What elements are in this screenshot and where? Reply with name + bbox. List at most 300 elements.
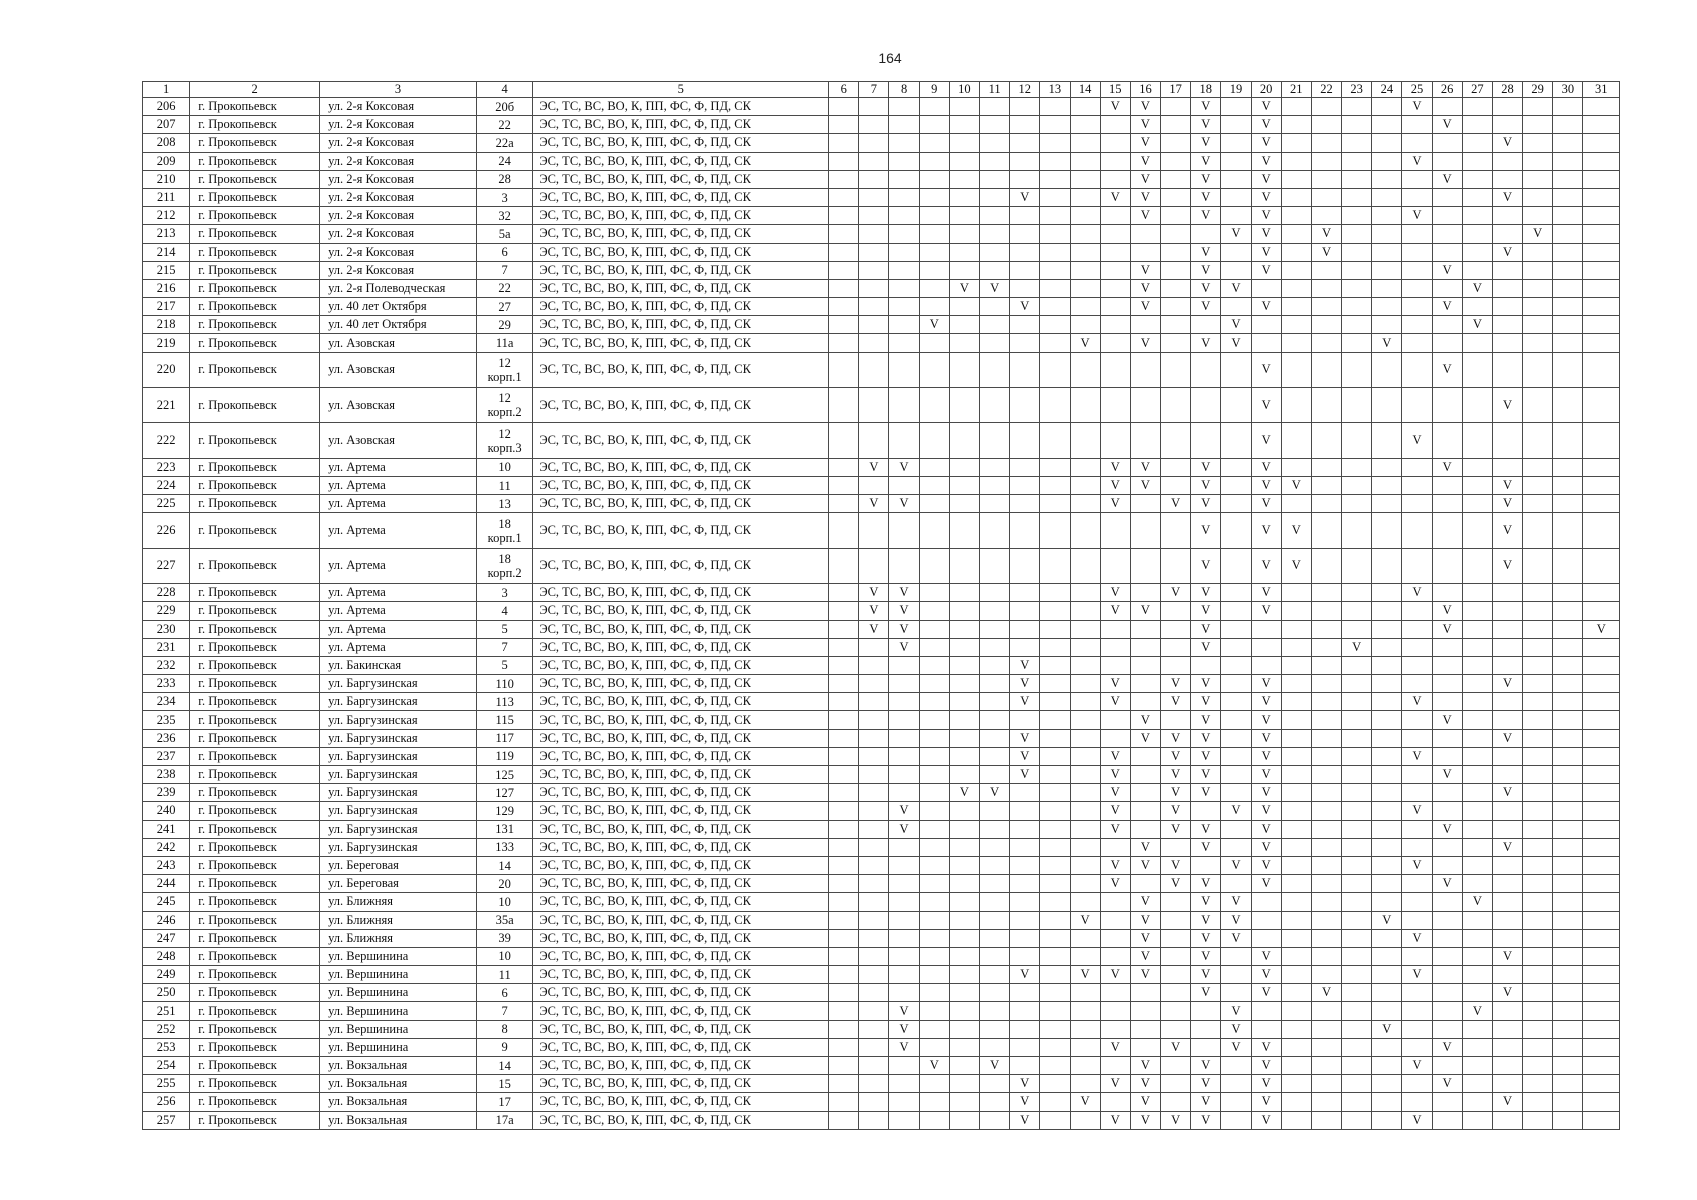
empty-cell (1372, 1111, 1402, 1129)
empty-cell (1492, 856, 1522, 874)
empty-cell (859, 513, 889, 548)
empty-cell (1523, 548, 1553, 583)
empty-cell (1492, 170, 1522, 188)
empty-cell (889, 170, 919, 188)
empty-cell (1523, 1020, 1553, 1038)
services-cell: ЭС, ТС, ВС, ВО, К, ПП, ФС, Ф, ПД, СК (533, 1002, 829, 1020)
empty-cell (1221, 766, 1251, 784)
empty-cell (1492, 152, 1522, 170)
empty-cell (1040, 1111, 1070, 1129)
empty-cell (1492, 620, 1522, 638)
check-mark-cell: V (1281, 513, 1311, 548)
empty-cell (1342, 170, 1372, 188)
empty-cell (1161, 1093, 1191, 1111)
empty-cell (919, 152, 949, 170)
house-cell (477, 966, 533, 984)
empty-cell (1523, 838, 1553, 856)
empty-cell (1161, 1020, 1191, 1038)
empty-cell (1161, 966, 1191, 984)
check-mark-cell: V (1432, 766, 1462, 784)
empty-cell (1583, 98, 1620, 116)
column-header: 3 (320, 82, 477, 98)
empty-cell (1161, 279, 1191, 297)
empty-cell (1372, 243, 1402, 261)
empty-cell (1010, 225, 1040, 243)
empty-cell (889, 476, 919, 494)
empty-cell (1070, 170, 1100, 188)
empty-cell (1583, 929, 1620, 947)
check-mark-cell: V (1523, 225, 1553, 243)
city-cell: г. Прокопьевск (190, 207, 320, 225)
empty-cell (949, 423, 979, 458)
empty-cell (1281, 1057, 1311, 1075)
empty-cell (919, 584, 949, 602)
empty-cell (1553, 548, 1583, 583)
empty-cell (829, 152, 859, 170)
empty-cell (1402, 243, 1432, 261)
empty-cell (829, 620, 859, 638)
check-mark-cell: V (1251, 947, 1281, 965)
empty-cell (1402, 911, 1432, 929)
empty-cell (859, 947, 889, 965)
page-number: 164 (878, 50, 902, 66)
empty-cell (1010, 820, 1040, 838)
empty-cell (949, 225, 979, 243)
check-mark-cell: V (1372, 1020, 1402, 1038)
empty-cell (1583, 711, 1620, 729)
empty-cell (1462, 784, 1492, 802)
empty-cell (1281, 584, 1311, 602)
empty-cell (1311, 188, 1341, 206)
empty-cell (1251, 1020, 1281, 1038)
check-mark-cell: V (1402, 152, 1432, 170)
empty-cell (1372, 1093, 1402, 1111)
house-cell (477, 476, 533, 494)
empty-cell (1432, 838, 1462, 856)
row-number-cell: 224 (143, 476, 190, 494)
check-mark-cell: V (1191, 966, 1221, 984)
empty-cell (949, 388, 979, 423)
table-row (143, 693, 1620, 711)
empty-cell (1462, 820, 1492, 838)
empty-cell (1432, 98, 1462, 116)
empty-cell (1583, 207, 1620, 225)
empty-cell (1583, 261, 1620, 279)
empty-cell (919, 1111, 949, 1129)
empty-cell (1010, 1002, 1040, 1020)
empty-cell (1492, 334, 1522, 352)
empty-cell (1523, 98, 1553, 116)
empty-cell (1281, 656, 1311, 674)
empty-cell (1311, 911, 1341, 929)
empty-cell (1432, 802, 1462, 820)
empty-cell (889, 316, 919, 334)
services-cell: ЭС, ТС, ВС, ВО, К, ПП, ФС, Ф, ПД, СК (533, 1093, 829, 1111)
empty-cell (889, 856, 919, 874)
empty-cell (1402, 513, 1432, 548)
empty-cell (1372, 620, 1402, 638)
house-number-part: 32 (498, 208, 511, 223)
street-cell: ул. Баргузинская (320, 693, 477, 711)
empty-cell (1311, 747, 1341, 765)
house-cell (477, 856, 533, 874)
city-cell: г. Прокопьевск (190, 1002, 320, 1020)
empty-cell (1492, 316, 1522, 334)
row-number-cell: 241 (143, 820, 190, 838)
check-mark-cell: V (1251, 802, 1281, 820)
empty-cell (980, 1075, 1010, 1093)
check-mark-cell: V (889, 602, 919, 620)
empty-cell (1281, 784, 1311, 802)
empty-cell (1402, 225, 1432, 243)
empty-cell (1161, 458, 1191, 476)
table-row (143, 875, 1620, 893)
empty-cell (1161, 116, 1191, 134)
empty-cell (1010, 1020, 1040, 1038)
empty-cell (980, 116, 1010, 134)
empty-cell (919, 729, 949, 747)
empty-cell (829, 929, 859, 947)
empty-cell (1372, 98, 1402, 116)
empty-cell (980, 188, 1010, 206)
empty-cell (1583, 802, 1620, 820)
services-cell: ЭС, ТС, ВС, ВО, К, ПП, ФС, Ф, ПД, СК (533, 261, 829, 279)
empty-cell (1342, 423, 1372, 458)
empty-cell (919, 1002, 949, 1020)
empty-cell (1432, 188, 1462, 206)
city-cell: г. Прокопьевск (190, 1057, 320, 1075)
empty-cell (1462, 584, 1492, 602)
empty-cell (829, 170, 859, 188)
check-mark-cell: V (1251, 188, 1281, 206)
check-mark-cell: V (1492, 675, 1522, 693)
empty-cell (949, 134, 979, 152)
empty-cell (1523, 766, 1553, 784)
empty-cell (1070, 766, 1100, 784)
check-mark-cell: V (1010, 656, 1040, 674)
empty-cell (1462, 911, 1492, 929)
empty-cell (889, 1057, 919, 1075)
empty-cell (949, 929, 979, 947)
empty-cell (919, 875, 949, 893)
empty-cell (889, 207, 919, 225)
empty-cell (1372, 207, 1402, 225)
empty-cell (1372, 856, 1402, 874)
empty-cell (1583, 984, 1620, 1002)
empty-cell (949, 170, 979, 188)
empty-cell (1161, 638, 1191, 656)
empty-cell (919, 802, 949, 820)
empty-cell (1010, 207, 1040, 225)
services-cell: ЭС, ТС, ВС, ВО, К, ПП, ФС, Ф, ПД, СК (533, 1020, 829, 1038)
check-mark-cell: V (1010, 1111, 1040, 1129)
column-header: 24 (1372, 82, 1402, 98)
check-mark-cell: V (1191, 298, 1221, 316)
empty-cell (1281, 388, 1311, 423)
city-cell: г. Прокопьевск (190, 458, 320, 476)
empty-cell (1191, 1020, 1221, 1038)
empty-cell (1040, 820, 1070, 838)
empty-cell (859, 729, 889, 747)
check-mark-cell: V (859, 495, 889, 513)
empty-cell (829, 298, 859, 316)
row-number-cell: 253 (143, 1038, 190, 1056)
empty-cell (829, 638, 859, 656)
empty-cell (1342, 388, 1372, 423)
empty-cell (1070, 584, 1100, 602)
empty-cell (919, 1020, 949, 1038)
check-mark-cell: V (1432, 602, 1462, 620)
services-cell: ЭС, ТС, ВС, ВО, К, ПП, ФС, Ф, ПД, СК (533, 98, 829, 116)
table-row (143, 602, 1620, 620)
empty-cell (889, 152, 919, 170)
empty-cell (1311, 134, 1341, 152)
empty-cell (1040, 711, 1070, 729)
empty-cell (1372, 116, 1402, 134)
empty-cell (1010, 638, 1040, 656)
empty-cell (1372, 1075, 1402, 1093)
empty-cell (1311, 1075, 1341, 1093)
empty-cell (859, 388, 889, 423)
row-number-cell: 228 (143, 584, 190, 602)
house-cell (477, 1111, 533, 1129)
empty-cell (1342, 352, 1372, 387)
column-header: 19 (1221, 82, 1251, 98)
empty-cell (1342, 911, 1372, 929)
table-row (143, 207, 1620, 225)
empty-cell (980, 458, 1010, 476)
house-cell (477, 495, 533, 513)
empty-cell (1492, 602, 1522, 620)
empty-cell (1553, 656, 1583, 674)
empty-cell (919, 352, 949, 387)
house-number-part: 9 (501, 1040, 508, 1055)
empty-cell (1402, 170, 1432, 188)
empty-cell (1311, 458, 1341, 476)
empty-cell (1462, 476, 1492, 494)
check-mark-cell: V (1010, 766, 1040, 784)
empty-cell (1523, 207, 1553, 225)
empty-cell (1100, 711, 1130, 729)
empty-cell (1462, 243, 1492, 261)
empty-cell (1462, 170, 1492, 188)
empty-cell (1462, 729, 1492, 747)
row-number-cell: 208 (143, 134, 190, 152)
house-number-part: 7 (501, 640, 508, 655)
empty-cell (949, 188, 979, 206)
check-mark-cell: V (1251, 1057, 1281, 1075)
city-cell: г. Прокопьевск (190, 1075, 320, 1093)
check-mark-cell: V (1251, 243, 1281, 261)
empty-cell (1342, 1093, 1372, 1111)
empty-cell (1462, 966, 1492, 984)
house-cell (477, 513, 533, 548)
empty-cell (859, 225, 889, 243)
street-cell: ул. Азовская (320, 388, 477, 423)
city-cell: г. Прокопьевск (190, 856, 320, 874)
empty-cell (1040, 334, 1070, 352)
empty-cell (980, 638, 1010, 656)
check-mark-cell: V (1130, 966, 1160, 984)
empty-cell (1553, 911, 1583, 929)
check-mark-cell: V (889, 620, 919, 638)
empty-cell (980, 334, 1010, 352)
empty-cell (980, 98, 1010, 116)
check-mark-cell: V (1251, 1093, 1281, 1111)
check-mark-cell: V (1492, 134, 1522, 152)
check-mark-cell: V (1462, 1002, 1492, 1020)
empty-cell (1402, 875, 1432, 893)
empty-cell (1372, 602, 1402, 620)
empty-cell (1372, 495, 1402, 513)
house-cell (477, 316, 533, 334)
empty-cell (919, 820, 949, 838)
empty-cell (1100, 298, 1130, 316)
empty-cell (1553, 476, 1583, 494)
check-mark-cell: V (1070, 1093, 1100, 1111)
empty-cell (1070, 316, 1100, 334)
empty-cell (829, 207, 859, 225)
empty-cell (1040, 207, 1070, 225)
empty-cell (829, 1111, 859, 1129)
empty-cell (1583, 656, 1620, 674)
services-cell: ЭС, ТС, ВС, ВО, К, ПП, ФС, Ф, ПД, СК (533, 838, 829, 856)
empty-cell (1553, 893, 1583, 911)
check-mark-cell: V (859, 602, 889, 620)
check-mark-cell: V (1070, 911, 1100, 929)
empty-cell (1221, 838, 1251, 856)
table-row (143, 458, 1620, 476)
empty-cell (1040, 784, 1070, 802)
check-mark-cell: V (980, 1057, 1010, 1075)
house-number-part: 4 (501, 603, 508, 618)
check-mark-cell: V (1191, 334, 1221, 352)
empty-cell (980, 584, 1010, 602)
check-mark-cell: V (1251, 729, 1281, 747)
house-number-part: 11а (495, 336, 514, 351)
check-mark-cell: V (1281, 476, 1311, 494)
check-mark-cell: V (1161, 856, 1191, 874)
check-mark-cell: V (1432, 1075, 1462, 1093)
empty-cell (1492, 711, 1522, 729)
house-number-part: 131 (495, 822, 515, 837)
row-number-cell: 206 (143, 98, 190, 116)
empty-cell (1100, 638, 1130, 656)
empty-cell (980, 820, 1010, 838)
empty-cell (949, 947, 979, 965)
services-cell: ЭС, ТС, ВС, ВО, К, ПП, ФС, Ф, ПД, СК (533, 116, 829, 134)
check-mark-cell: V (1251, 693, 1281, 711)
check-mark-cell: V (1251, 298, 1281, 316)
house-number-part: 5 (501, 658, 508, 673)
check-mark-cell: V (1100, 693, 1130, 711)
table-row (143, 116, 1620, 134)
empty-cell (889, 966, 919, 984)
empty-cell (1462, 766, 1492, 784)
empty-cell (1100, 261, 1130, 279)
empty-cell (1342, 1111, 1372, 1129)
house-cell (477, 911, 533, 929)
services-cell: ЭС, ТС, ВС, ВО, К, ПП, ФС, Ф, ПД, СК (533, 893, 829, 911)
empty-cell (1462, 711, 1492, 729)
empty-cell (1553, 784, 1583, 802)
street-cell: ул. Артема (320, 620, 477, 638)
empty-cell (1070, 476, 1100, 494)
empty-cell (829, 966, 859, 984)
empty-cell (1281, 225, 1311, 243)
empty-cell (1402, 947, 1432, 965)
services-cell: ЭС, ТС, ВС, ВО, К, ПП, ФС, Ф, ПД, СК (533, 513, 829, 548)
house-cell (477, 207, 533, 225)
check-mark-cell: V (1191, 729, 1221, 747)
check-mark-cell: V (1191, 584, 1221, 602)
empty-cell (1372, 388, 1402, 423)
house-cell (477, 1020, 533, 1038)
column-header: 1 (143, 82, 190, 98)
city-cell: г. Прокопьевск (190, 984, 320, 1002)
city-cell: г. Прокопьевск (190, 729, 320, 747)
empty-cell (1311, 893, 1341, 911)
empty-cell (1161, 152, 1191, 170)
empty-cell (1553, 1075, 1583, 1093)
check-mark-cell: V (1130, 729, 1160, 747)
house-cell (477, 693, 533, 711)
check-mark-cell: V (1191, 893, 1221, 911)
city-cell: г. Прокопьевск (190, 316, 320, 334)
empty-cell (1040, 802, 1070, 820)
street-cell: ул. Артема (320, 495, 477, 513)
empty-cell (1523, 243, 1553, 261)
empty-cell (949, 316, 979, 334)
street-cell: ул. Азовская (320, 334, 477, 352)
empty-cell (889, 747, 919, 765)
empty-cell (1342, 334, 1372, 352)
empty-cell (859, 116, 889, 134)
empty-cell (1281, 279, 1311, 297)
empty-cell (1100, 116, 1130, 134)
empty-cell (1432, 476, 1462, 494)
empty-cell (1040, 966, 1070, 984)
empty-cell (1251, 1002, 1281, 1020)
empty-cell (1070, 784, 1100, 802)
empty-cell (1342, 693, 1372, 711)
empty-cell (1402, 116, 1432, 134)
check-mark-cell: V (1161, 784, 1191, 802)
row-number-cell: 211 (143, 188, 190, 206)
row-number-cell: 207 (143, 116, 190, 134)
check-mark-cell: V (1161, 820, 1191, 838)
city-cell: г. Прокопьевск (190, 388, 320, 423)
empty-cell (829, 261, 859, 279)
empty-cell (1432, 984, 1462, 1002)
check-mark-cell: V (1251, 602, 1281, 620)
empty-cell (1100, 893, 1130, 911)
empty-cell (1040, 638, 1070, 656)
empty-cell (1523, 458, 1553, 476)
empty-cell (1553, 1093, 1583, 1111)
check-mark-cell: V (949, 784, 979, 802)
services-cell: ЭС, ТС, ВС, ВО, К, ПП, ФС, Ф, ПД, СК (533, 188, 829, 206)
empty-cell (1432, 513, 1462, 548)
empty-cell (980, 693, 1010, 711)
street-cell: ул. Бакинская (320, 656, 477, 674)
empty-cell (1402, 352, 1432, 387)
check-mark-cell: V (1221, 1002, 1251, 1020)
table-row (143, 766, 1620, 784)
table-row (143, 1038, 1620, 1056)
empty-cell (1553, 1038, 1583, 1056)
empty-cell (1583, 1093, 1620, 1111)
